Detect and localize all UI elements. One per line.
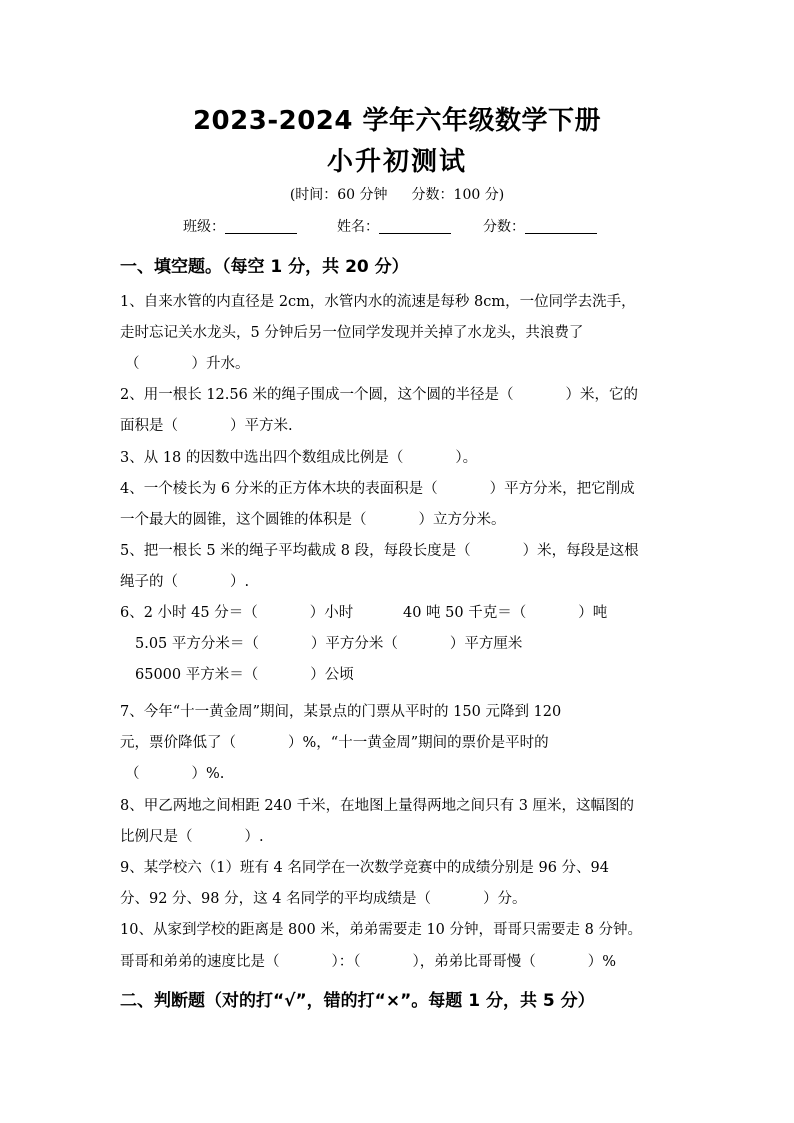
section-1-heading: 一、填空题。（每空 1 分，共 20 分）: [120, 257, 409, 277]
exam-subtitle: 小升初测试: [326, 147, 467, 177]
q7-text: ）%.: [191, 766, 225, 782]
q10-text: 哥哥和弟弟的速度比是（: [120, 954, 280, 970]
q2-line-2: [120, 414, 293, 435]
q7-line-2: [120, 731, 549, 752]
q6-line-3: [135, 663, 354, 684]
q6-text: ）小时: [309, 605, 354, 621]
q6-line-2: [135, 632, 522, 653]
total-score: 分数：100 分): [411, 187, 505, 203]
paren-open: （: [125, 356, 140, 372]
q10-text: ）%: [587, 954, 617, 970]
q6-text: ）平方厘米: [449, 636, 523, 652]
q5-text: 绳子的（: [120, 574, 178, 590]
q4-text: ）平方分米，把它削成: [489, 481, 635, 497]
q1-line-2: 走时忘记关水龙头，5 分钟后另一位同学发现并关掉了水龙头，共浪费了: [120, 325, 584, 341]
name-field[interactable]: [337, 216, 451, 236]
q8-line-2: [120, 825, 264, 846]
q4-text: 4、一个棱长为 6 分米的正方体木块的表面积是（: [120, 481, 438, 497]
q5-text: 5、把一根长 5 米的绳子平均截成 8 段，每段长度是（: [120, 543, 471, 559]
q1-line-1: 1、自来水管的内直径是 2cm，水管内水的流速是每秒 8cm，一位同学去洗手，: [120, 294, 636, 310]
exam-title: 2023-2024 学年六年级数学下册: [192, 106, 602, 136]
q4-line-2: [120, 508, 506, 529]
q10-line-1: 10、从家到学校的距离是 800 米，弟弟需要走 10 分钟，哥哥只需要走 8 分钟。: [120, 922, 642, 938]
section-2-heading: 二、判断题（对的打“√”，错的打“×”。每题 1 分，共 5 分）: [120, 991, 595, 1011]
q7-text: ）%，“十一黄金周”期间的票价是平时的: [288, 735, 549, 751]
q8-text: ）.: [244, 829, 264, 845]
q6-text: ）吨: [578, 605, 608, 621]
q6-line-1: [120, 601, 353, 622]
q9-text: ）分。: [483, 891, 527, 907]
q3-text: 3、从 18 的因数中选出四个数组成比例是（: [120, 450, 404, 466]
q9-text: 分、92 分、98 分，这 4 名同学的平均成绩是（: [120, 891, 432, 907]
q4-line-1: [120, 477, 635, 498]
score-blank[interactable]: [525, 219, 597, 234]
class-field[interactable]: [183, 216, 297, 236]
q10-line-2: [120, 950, 616, 971]
q8-line-1: 8、甲乙两地之间相距 240 千米，在地图上量得两地之间只有 3 厘米，这幅图的: [120, 798, 635, 814]
q7-line-3: [125, 762, 224, 783]
q2-text: ）米，它的: [565, 387, 638, 403]
student-info-row: [183, 216, 597, 236]
q10-text: ）：（: [331, 954, 361, 970]
q4-text: 一个最大的圆锥，这个圆锥的体积是（: [120, 512, 367, 528]
q5-line-2: [120, 570, 249, 591]
q7-line-1: 7、今年“十一黄金周”期间，某景点的门票从平时的 150 元降到 120: [120, 704, 562, 720]
q5-line-1: [120, 539, 639, 560]
q6-text: 65000 平方米＝（: [135, 667, 259, 683]
q6-text: ）平方分米（: [310, 636, 398, 652]
score-label: 分数：: [483, 219, 525, 235]
q7-text: 元，票价降低了（: [120, 735, 236, 751]
class-label: 班级：: [183, 219, 225, 235]
q4-text: ）立方分米。: [418, 512, 506, 528]
q9-line-2: [120, 887, 527, 908]
q2-text: 2、用一根长 12.56 米的绳子围成一个圆，这个圆的半径是（: [120, 387, 514, 403]
q5-text: ）米，每段是这根: [522, 543, 639, 559]
exam-meta: [0, 184, 794, 204]
q2-text: ）平方米.: [230, 418, 293, 434]
name-label: 姓名：: [337, 219, 379, 235]
q5-text: ）.: [230, 574, 250, 590]
q6-text: 40 吨 50 千克＝（: [403, 605, 527, 621]
q2-text: 面积是（: [120, 418, 178, 434]
q1-text: ）升水。: [191, 356, 250, 372]
time-limit: (时间：60 分钟: [289, 187, 388, 203]
q1-line-3: [125, 352, 250, 373]
name-blank[interactable]: [379, 219, 451, 234]
paren-open: （: [125, 766, 140, 782]
q6-text: 5.05 平方分米＝（: [135, 636, 259, 652]
q6-text: ）公顷: [310, 667, 354, 683]
score-field[interactable]: [483, 216, 597, 236]
q9-line-1: 9、某学校六（1）班有 4 名同学在一次数学竞赛中的成绩分别是 96 分、94: [120, 860, 610, 876]
q10-text: ），弟弟比哥哥慢（: [412, 954, 536, 970]
q8-text: 比例尺是（: [120, 829, 193, 845]
class-blank[interactable]: [225, 219, 297, 234]
q3-line-1: [120, 446, 477, 467]
q3-text: ）。: [455, 450, 478, 466]
q6-line-1b: [403, 601, 607, 622]
q2-line-1: [120, 383, 638, 404]
q6-text: 6、2 小时 45 分＝（: [120, 605, 258, 621]
